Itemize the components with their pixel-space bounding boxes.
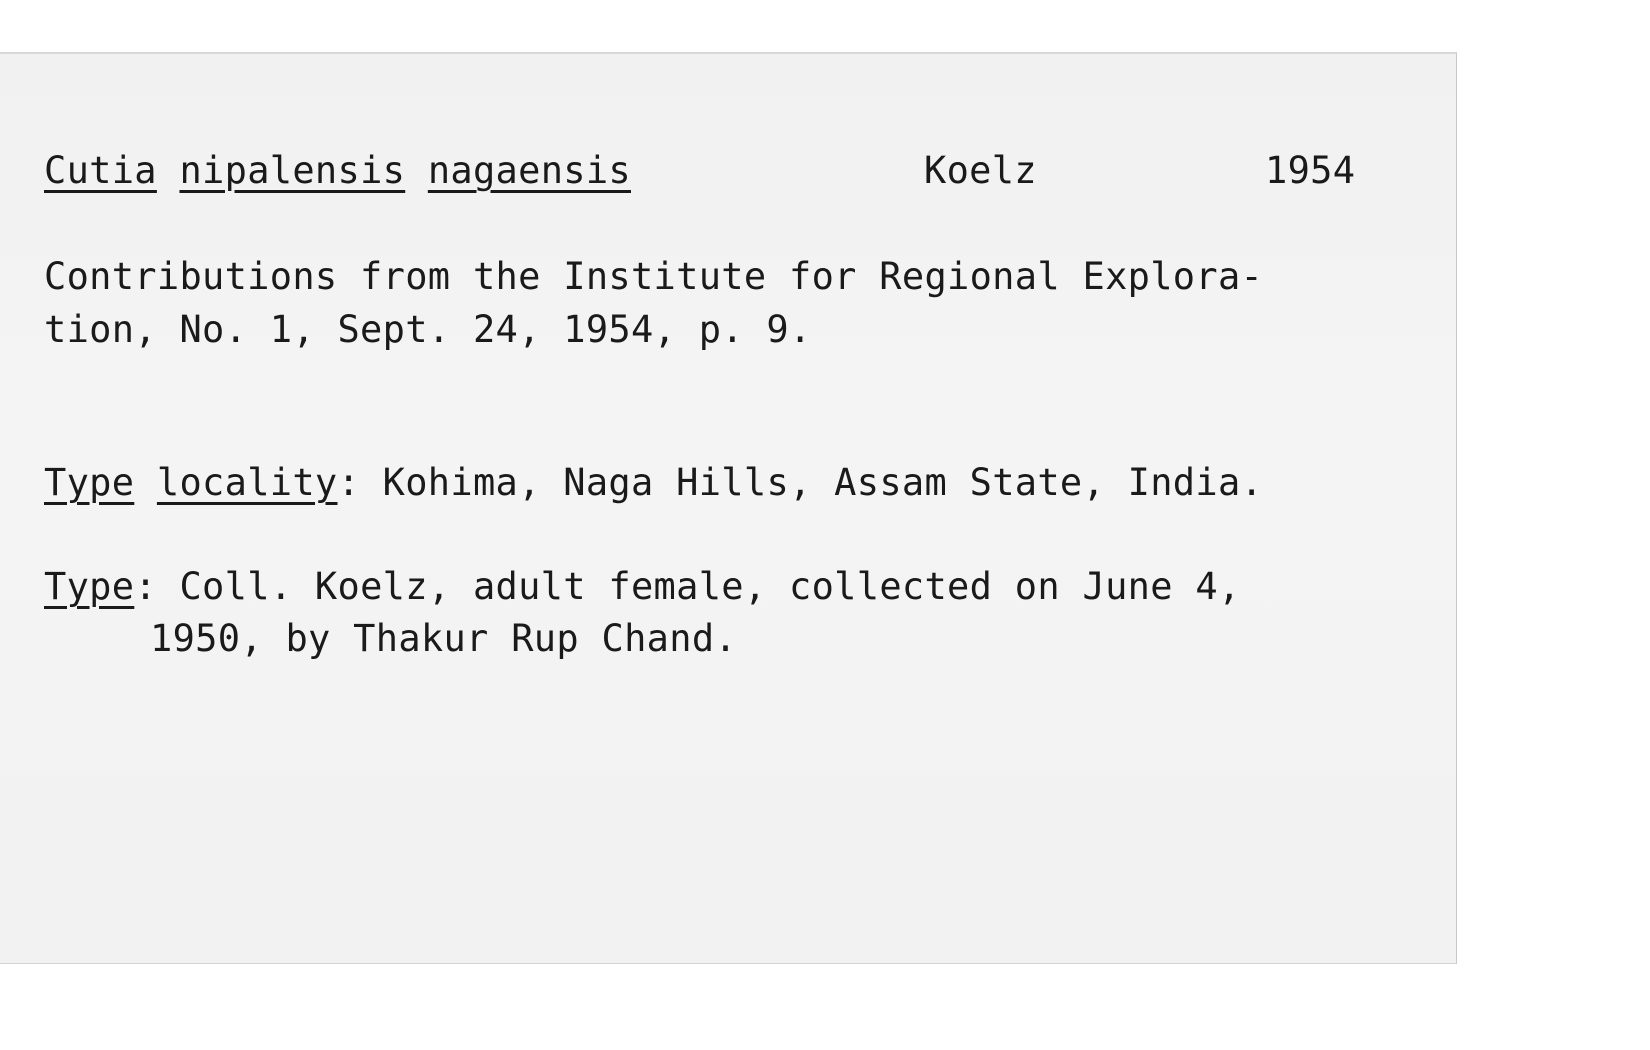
species-name: nipalensis [179, 149, 406, 192]
type-locality-separator: : [337, 461, 361, 504]
subspecies-name: nagaensis [427, 149, 631, 192]
citation-line-1: Contributions from the Institute for Regional Explora- [44, 255, 1264, 298]
type-locality-label-word1: Type [44, 461, 135, 504]
type-locality-label-word2: locality [156, 461, 338, 504]
year: 1954 [1265, 149, 1356, 192]
author-name: Koelz [924, 149, 1037, 192]
citation-line-2: tion, No. 1, Sept. 24, 1954, p. 9. [44, 308, 812, 351]
type-separator: : [134, 565, 157, 608]
taxon-name [44, 149, 631, 192]
catalog-card [0, 52, 1457, 964]
type-label: Type [44, 565, 135, 608]
type-specimen-line-1 [44, 565, 1241, 608]
type-specimen-line-2: 1950, by Thakur Rup Chand. [150, 617, 737, 660]
type-specimen-text-1: Coll. Koelz, adult female, collected on June 4, [156, 565, 1241, 608]
genus-name: Cutia [44, 149, 157, 192]
type-locality-line [44, 461, 1264, 504]
type-locality-value: Kohima, Naga Hills, Assam State, India. [360, 461, 1264, 504]
